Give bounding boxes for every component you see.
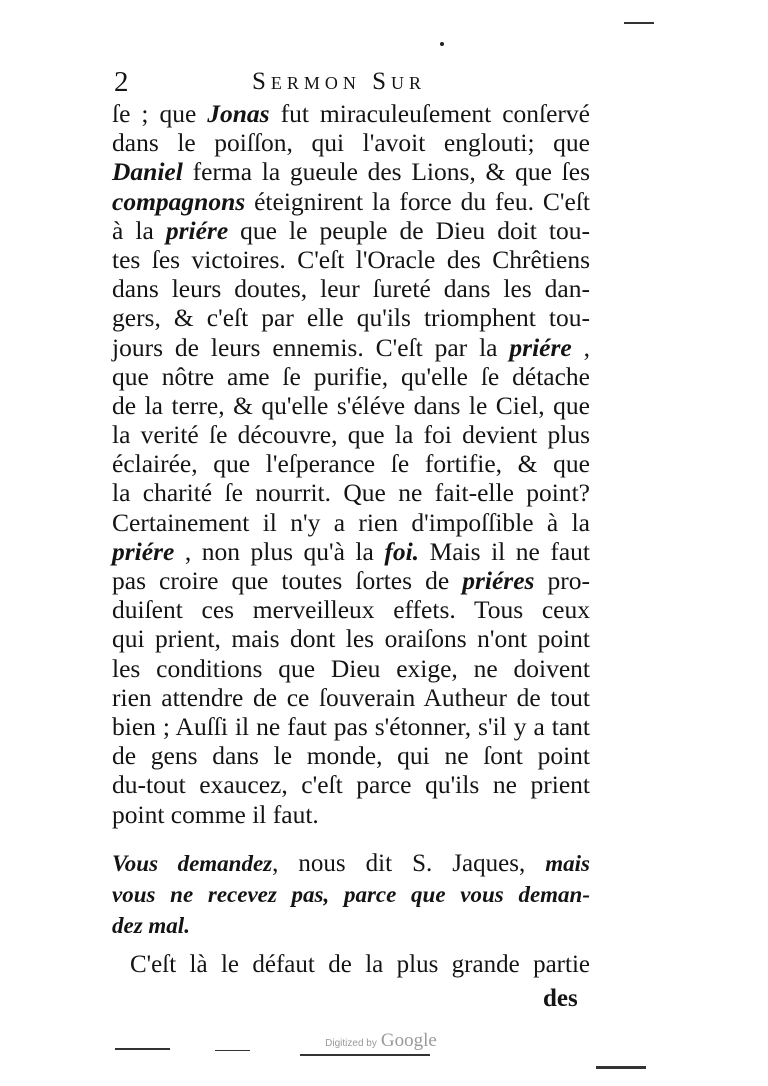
closing-text bbox=[130, 950, 590, 979]
scan-rule bbox=[215, 1050, 250, 1051]
italic-term: foi. bbox=[384, 536, 420, 566]
watermark-prefix: Digitized by bbox=[325, 1038, 377, 1049]
italic-term: priéres bbox=[462, 566, 535, 595]
italic-term: priére bbox=[165, 215, 229, 245]
text-line: de la terre, & qu'elle s'éléve dans le Ciel, que bbox=[112, 390, 590, 420]
quote-line: dez mal. bbox=[112, 913, 190, 938]
italic-term: priére bbox=[509, 332, 572, 362]
text-line: que nôtre ame ſe purifie, qu'elle ſe détache bbox=[112, 361, 590, 391]
text-line: éclairée, que l'eſperance ſe fortifie, & que bbox=[112, 449, 590, 479]
catchword: des bbox=[543, 985, 578, 1012]
scan-rule bbox=[596, 1066, 646, 1069]
scan-rule bbox=[300, 1054, 430, 1056]
text-line: la charité ſe nourrit. Que ne fait-elle point? bbox=[112, 478, 590, 508]
text-line: de gens dans le monde, qui ne ſont point bbox=[112, 741, 590, 771]
italic-term: priére bbox=[112, 536, 175, 566]
scripture-quote bbox=[112, 848, 590, 941]
text-line: duiſent ces merveilleux effets. Tous ceux bbox=[112, 595, 590, 625]
text-line: Certainement il n'y a rien d'impoſſible à la bbox=[112, 507, 590, 537]
text-line: dans le poiſſon, qui l'avoit englouti; que bbox=[112, 128, 590, 158]
text-line: la verité ſe découvre, que la foi devient plus bbox=[112, 420, 590, 450]
running-title: Sermon Sur bbox=[252, 68, 427, 95]
watermark-brand: Google bbox=[380, 1030, 437, 1051]
text-line: C'eſt là le défaut de la plus grande partie bbox=[130, 951, 590, 978]
italic-term: Daniel bbox=[112, 157, 183, 187]
text-line: pas croire que toutes ſortes de priéres pro- bbox=[112, 566, 591, 595]
scan-edge-mark bbox=[624, 22, 654, 24]
quote-fragment: mais bbox=[545, 851, 590, 876]
scan-speck bbox=[440, 42, 444, 46]
quote-fragment: Vous demandez bbox=[112, 851, 273, 876]
quote-line bbox=[112, 848, 590, 879]
quote-line: vous ne recevez pas, parce que vous deman- bbox=[112, 882, 590, 907]
quote-attribution: , nous dit S. Jaques, bbox=[272, 850, 546, 877]
text-line: tes ſes victoires. C'eſt l'Oracle des Chrêtiens bbox=[112, 244, 590, 274]
text-line: ſe ; que Jonas fut miraculeuſement conſervé bbox=[112, 99, 590, 128]
text-line: bien ; Auſſi il ne faut pas s'étonner, s'il y a tant bbox=[112, 711, 590, 741]
text-line: dans leurs doutes, leur ſureté dans les dan- bbox=[112, 274, 590, 304]
text-line: Daniel ferma la gueule des Lions, & que ſes bbox=[112, 157, 590, 187]
text-line: qui prient, mais dont les oraiſons n'ont point bbox=[112, 624, 590, 654]
digitizer-watermark bbox=[306, 1030, 456, 1052]
page-number: 2 bbox=[114, 66, 129, 98]
text-line: les conditions que Dieu exige, ne doivent bbox=[112, 653, 590, 683]
italic-term: compagnons bbox=[112, 186, 246, 216]
text-line: point comme il faut. bbox=[112, 799, 319, 829]
text-line: jours de leurs ennemis. C'eſt par la priére , bbox=[112, 332, 590, 362]
text-line: gers, & c'eſt par elle qu'ils triomphent tou- bbox=[112, 303, 590, 333]
text-line: priére , non plus qu'à la foi. Mais il ne faut bbox=[112, 536, 590, 566]
text-line: du-tout exaucez, c'eſt parce qu'ils ne prient bbox=[112, 770, 590, 800]
text-line: à la priére que le peuple de Dieu doit tou- bbox=[112, 215, 590, 245]
body-text bbox=[112, 99, 590, 829]
text-line: rien attendre de ce ſouverain Autheur de tout bbox=[112, 682, 590, 712]
italic-term: Jonas bbox=[207, 99, 270, 128]
text-line: compagnons éteignirent la force du feu. C'eſt bbox=[112, 186, 590, 216]
scan-rule bbox=[115, 1048, 170, 1050]
